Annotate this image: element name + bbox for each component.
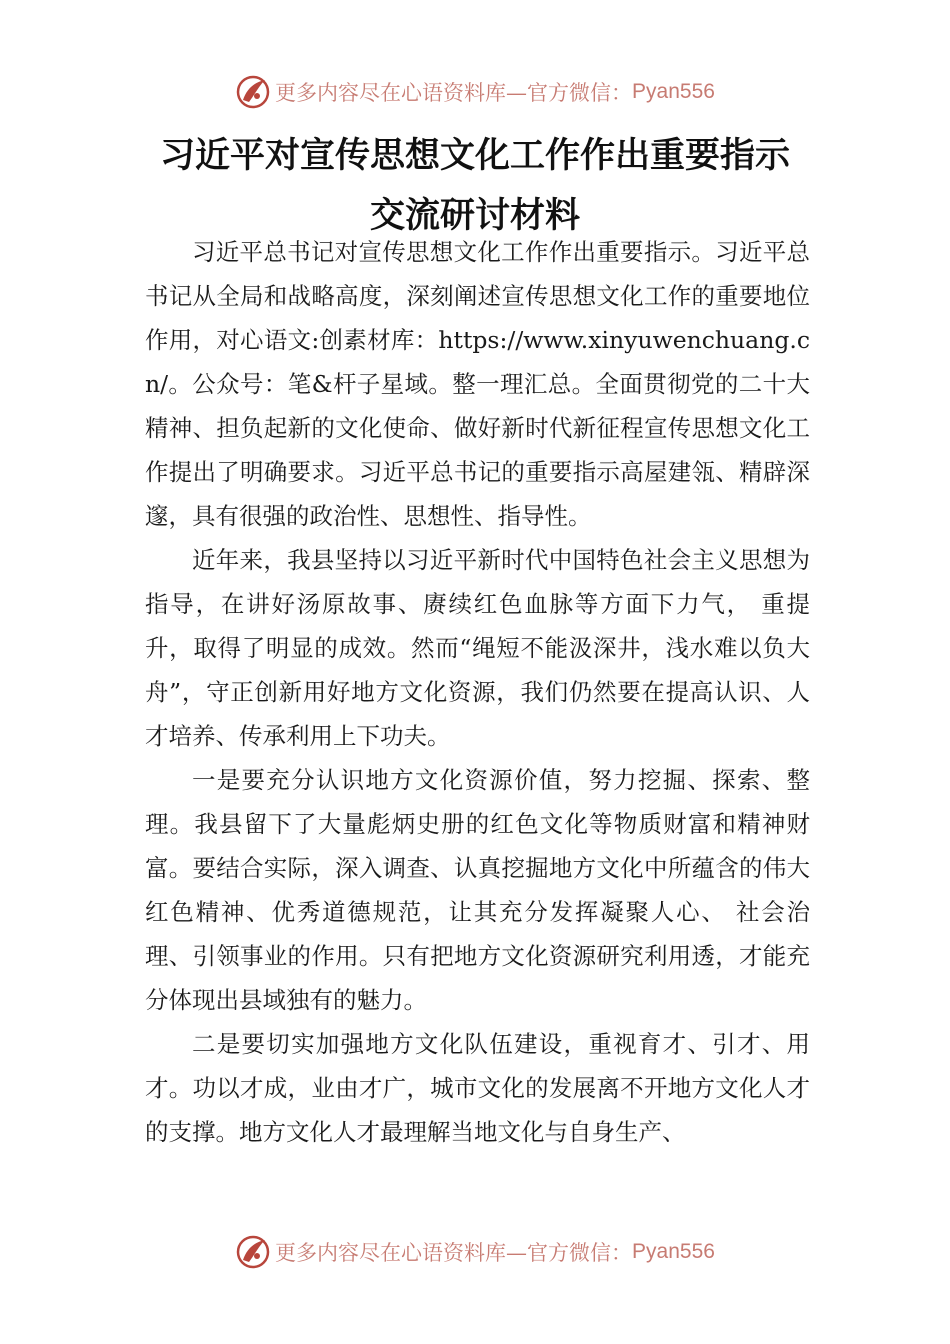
header-banner [0,72,950,112]
paragraph: 习近平总书记对宣传思想文化工作作出重要指示。习近平总书记从全局和战略高度，深刻阐述宣传思想文化工作的重要地位作用，对心语文:创素材库：https://www.xinyuwenchuang.cn/。公众号：笔&杆子星域。整一理汇总。全面贯彻党的二十大精神、担负起新的文化使命、做好新时代新征程宣传思想文化工作提出了明确要求。习近平总书记的重要指示高屋建瓴、精辟深邃，具有很强的政治性、思想性、指导性。 [145,238,810,530]
banner-text: 更多内容尽在心语资料库—官方微信： [275,81,633,105]
document-title-line-1: 习近平对宣传思想文化工作作出重要指示 [159,136,790,176]
footer-banner [0,1232,950,1272]
brand-logo-icon [235,1234,271,1270]
paragraph: 一是要充分认识地方文化资源价值，努力挖掘、探索、整理。我县留下了大量彪炳史册的红色文化等物质财富和精神财富。要结合实际，深入调查、认真挖掘地方文化中所蕴含的伟大红色精神、优秀道德规范，让其充分发挥凝聚人心、 社会治理、引领事业的作用。只有把地方文化资源研究利用透，才能充分体现出县域独有的魅力。 [145,766,810,1014]
brand-logo-icon [235,74,271,110]
banner-text: 更多内容尽在心语资料库—官方微信： [275,1241,633,1265]
paragraph: 近年来，我县坚持以习近平新时代中国特色社会主义思想为指导，在讲好汤原故事、赓续红色血脉等方面下力气， 重提升，取得了明显的成效。然而“绳短不能汲深井，浅水难以负大舟”，守正创新用好地方文化资源，我们仍然要在提高认识、人才培养、传承利用上下功夫。 [145,546,810,750]
banner-wechat-id: Pyan556 [632,1240,715,1263]
paragraph: 二是要切实加强地方文化队伍建设，重视育才、引才、用才。功以才成，业由才广，城市文化的发展离不开地方文化人才的支撑。地方文化人才最理解当地文化与自身生产、 [145,1030,810,1146]
document-title-line-2: 交流研讨材料 [369,196,580,236]
document-body [145,230,810,1154]
banner-wechat-id: Pyan556 [632,80,715,103]
